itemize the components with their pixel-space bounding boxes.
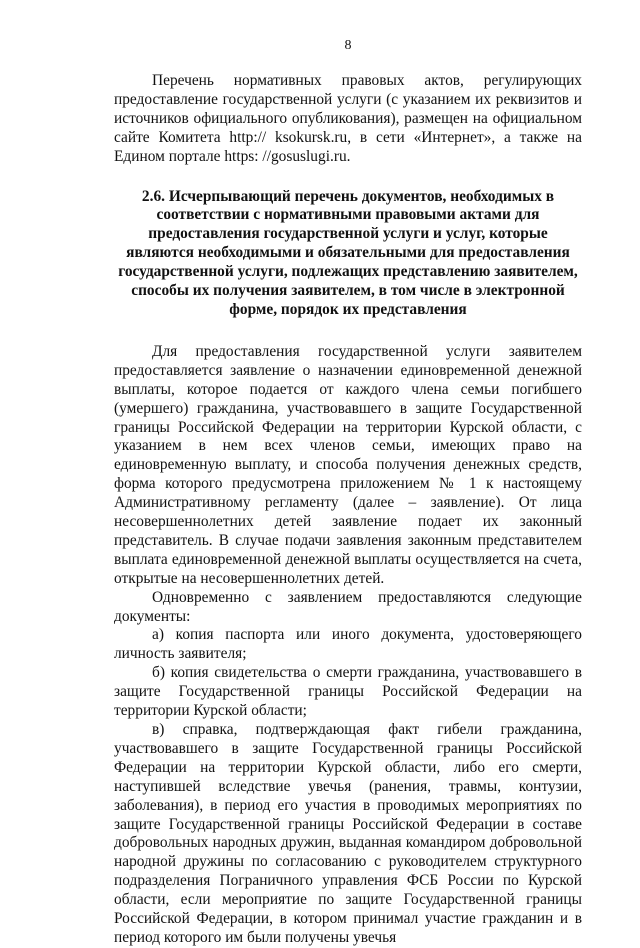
list-item-a: а) копия паспорта или иного документа, удостоверяющего личность заявителя; (114, 626, 582, 663)
body-paragraph-documents: Одновременно с заявлением предоставляются следующие документы: (114, 588, 582, 625)
list-item-b: б) копия свидетельства о смерти гражданина, участвовавшего в защите Государственной границы Российской Федерации на территории Курской области; (114, 664, 582, 720)
page-number: 8 (344, 38, 352, 53)
list-item-v: в) справка, подтверждающая факт гибели гражданина, участвовавшего в защите Государственной границы Российской Федерации на территории Курской области, либо его смерти, наступившей вследствие увечья (ранения, травмы, контузии, заболевания), в период его участия в проводимых мероприятиях по защите Государственной границы Российской Федерации в составе добровольных народных дружин, выданная командиром добровольной народной дружины по согласованию с руководителем структурного подразделения Пограничного управления ФСБ России по Курской области, если мероприятие по защите Государственной границы Российской Федерации, в котором принимал участие гражданин и в период которого им были получены увечья (114, 721, 582, 946)
intro-paragraph: Перечень нормативных правовых актов, регулирующих предоставление государственной услуги (с указанием их реквизитов и источников официального опубликования), размещен на официальном сайте Комитета http:// ksokursk.ru, в сети «Интернет», а также на Едином портале https: //gosuslugi.ru. (114, 72, 582, 165)
section-heading: 2.6. Исчерпывающий перечень документов, необходимых в соответствии с нормативными правовыми актами для предоставления государственной услуги и услуг, которые являются необходимыми и обязательными для предоставления государственной услуги, подлежащих представлению заявителем, способы их получения заявителем, в том числе в электронной форме, порядок их представления (118, 187, 578, 318)
body-paragraph-application: Для предоставления государственной услуги заявителем предоставляется заявление о назначении единовременной денежной выплаты, которое подается от каждого члена семьи погибшего (умершего) гражданина, участвовавшего в защите Государственной границы Российской Федерации на территории Курской области, с указанием в нем всех членов семьи, имеющих право на единовременную выплату, и способа получения денежных средств, форма которого предусмотрена приложением № 1 к настоящему Административному регламенту (далее – заявление). От лица несовершеннолетних детей заявление подает их законный представитель. В случае подачи заявления законным представителем выплата единовременной денежной выплаты осуществляется на счета, открытые на несовершеннолетних детей. (114, 342, 582, 587)
